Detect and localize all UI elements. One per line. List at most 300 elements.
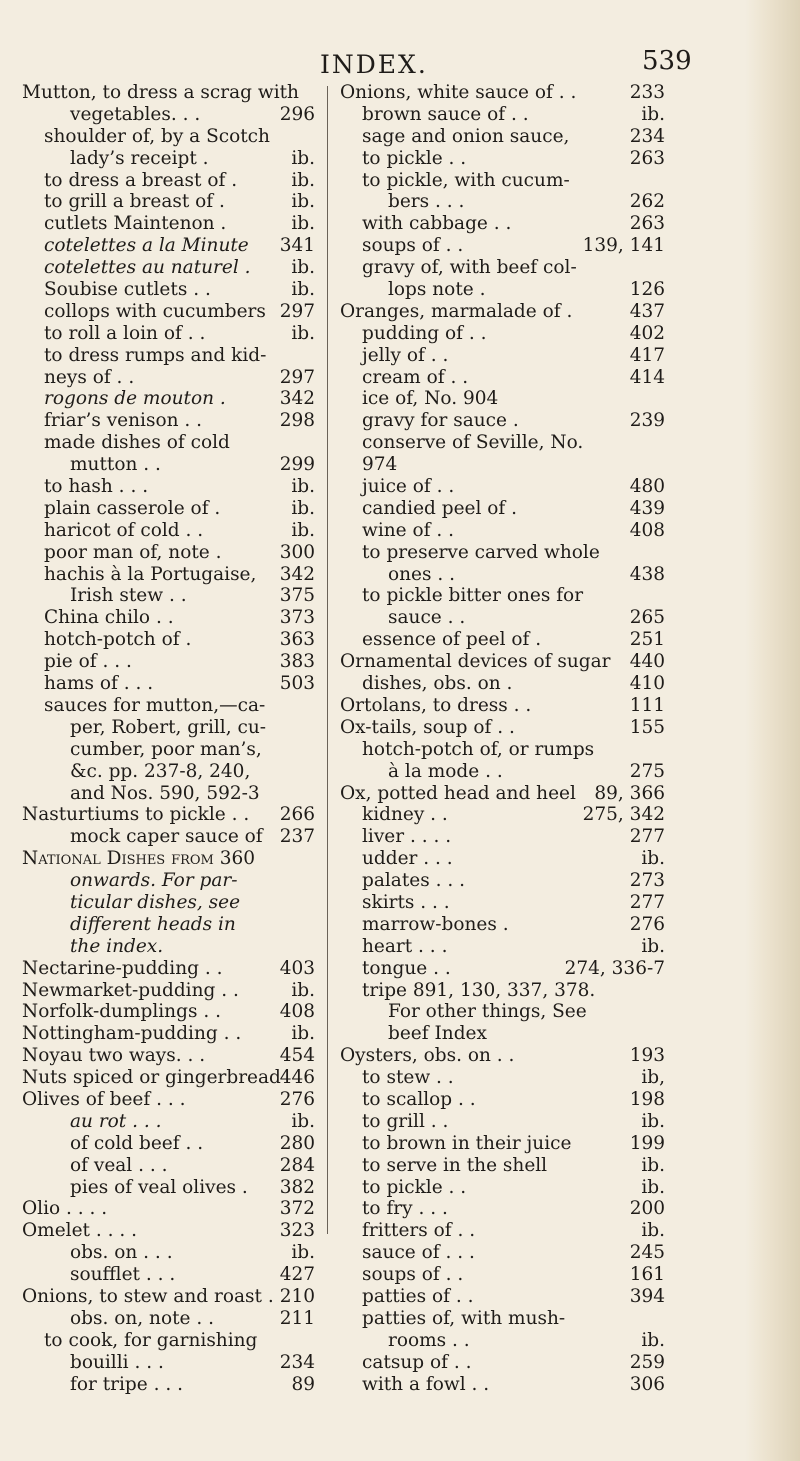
index-entry <box>340 1352 665 1374</box>
entry-text: liver . . . . <box>362 826 452 848</box>
column-divider <box>327 86 328 1234</box>
index-entry <box>22 191 315 213</box>
index-entry <box>22 1352 315 1374</box>
index-entry <box>340 870 665 892</box>
index-entry <box>340 235 665 257</box>
entry-page-ref: 280 <box>279 1132 315 1154</box>
index-entry <box>340 520 665 542</box>
entry-text: tripe 891, 130, 337, 378. <box>362 979 596 1001</box>
entry-text: rooms . . <box>388 1329 470 1351</box>
index-entry <box>340 148 665 170</box>
index-entry <box>340 367 665 389</box>
entry-text: Oranges, marmalade of . <box>340 300 573 322</box>
entry-text: ice of, No. 904 <box>362 388 499 410</box>
index-entry <box>22 1155 315 1177</box>
index-entry <box>340 673 665 695</box>
entry-text: to pickle bitter ones for <box>362 585 584 607</box>
entry-page-ref: 306 <box>629 1373 665 1395</box>
entry-text: to serve in the shell <box>362 1154 548 1176</box>
index-entry <box>340 1111 665 1133</box>
entry-page-ref: 439 <box>629 497 665 519</box>
entry-text: with cabbage . . <box>362 213 512 235</box>
entry-page-ref: 297 <box>279 366 315 388</box>
entry-text: of cold beef . . <box>70 1132 204 1154</box>
index-entry <box>340 476 665 498</box>
entry-text: cotelettes au naturel . <box>44 257 251 279</box>
entry-text: cutlets Maintenon . <box>44 213 227 235</box>
index-entry <box>22 388 315 410</box>
entry-text: lady’s receipt . <box>70 147 209 169</box>
index-entry <box>340 761 665 783</box>
index-entry <box>22 1220 315 1242</box>
entry-text: per, Robert, grill, cu- <box>70 716 266 738</box>
index-entry <box>22 585 315 607</box>
entry-page-ref: 277 <box>629 891 665 913</box>
entry-text: soups of . . <box>362 235 464 257</box>
entry-text: patties of, with mush- <box>362 1307 566 1329</box>
entry-text: udder . . . <box>362 848 453 870</box>
entry-text: gravy for sauce . <box>362 410 519 432</box>
index-entry <box>22 1330 315 1352</box>
entry-page-ref: ib. <box>641 1110 665 1132</box>
index-entry <box>22 848 315 870</box>
entry-text: cumber, poor man’s, <box>70 738 262 760</box>
entry-page-ref: ib. <box>641 1220 665 1242</box>
index-entry <box>22 323 315 345</box>
entry-page-ref: 342 <box>279 388 315 410</box>
index-entry <box>340 410 665 432</box>
entry-text: friar’s venison . . <box>44 410 203 432</box>
index-entry <box>340 1220 665 1242</box>
index-entry <box>340 629 665 651</box>
entry-page-ref: 234 <box>279 1351 315 1373</box>
entry-text: lops note . <box>388 279 486 301</box>
entry-text: different heads in <box>70 913 236 935</box>
index-entry <box>22 257 315 279</box>
entry-text: plain casserole of . <box>44 497 221 519</box>
entry-text: kidney . . <box>362 804 448 826</box>
index-entry <box>22 826 315 848</box>
entry-text: sauces for mutton,—ca- <box>44 694 266 716</box>
index-entry <box>340 1045 665 1067</box>
entry-text: palates . . . <box>362 870 465 892</box>
entry-page-ref: ib. <box>291 519 315 541</box>
index-entry <box>22 432 315 454</box>
index-entry <box>22 1067 315 1089</box>
index-entry <box>340 695 665 717</box>
entry-page-ref: 199 <box>629 1132 665 1154</box>
entry-text: Ox, potted head and heel <box>340 782 576 804</box>
index-entry <box>22 82 315 104</box>
entry-text: sauce of . . . <box>362 1242 475 1264</box>
entry-text: made dishes of cold <box>44 432 230 454</box>
entry-page-ref: 275 <box>629 760 665 782</box>
entry-text: marrow-bones . <box>362 913 509 935</box>
index-entry <box>340 454 665 476</box>
entry-page-ref: 263 <box>629 147 665 169</box>
index-entry <box>22 870 315 892</box>
entry-text: conserve of Seville, No. <box>362 432 584 454</box>
entry-page-ref: ib. <box>291 257 315 279</box>
index-entry <box>22 980 315 1002</box>
index-entry <box>22 213 315 235</box>
entry-text: sauce . . <box>388 607 466 629</box>
entry-text: candied peel of . <box>362 497 518 519</box>
entry-page-ref: 403 <box>279 957 315 979</box>
entry-text: brown sauce of . . <box>362 103 529 125</box>
entry-text: to brown in their juice <box>362 1132 572 1154</box>
index-entry <box>340 1067 665 1089</box>
index-entry <box>22 410 315 432</box>
entry-text: to grill . . <box>362 1110 449 1132</box>
index-entry <box>22 367 315 389</box>
entry-page-ref: 139, 141 <box>582 235 665 257</box>
entry-page-ref: 193 <box>629 1045 665 1067</box>
entry-page-ref: 480 <box>629 476 665 498</box>
entry-page-ref: 200 <box>629 1198 665 1220</box>
right-index-column <box>340 82 665 1395</box>
entry-text: ones . . <box>388 563 456 585</box>
entry-text: Ornamental devices of sugar <box>340 651 611 673</box>
index-entry <box>22 914 315 936</box>
entry-page-ref: 89, 366 <box>594 782 665 804</box>
entry-page-ref: 251 <box>629 629 665 651</box>
entry-text: Onions, white sauce of . . <box>340 82 577 103</box>
entry-page-ref: 402 <box>629 322 665 344</box>
entry-page-ref: 237 <box>279 826 315 848</box>
index-entry <box>340 213 665 235</box>
entry-page-ref: 198 <box>629 1088 665 1110</box>
entry-text: to preserve carved whole <box>362 541 600 563</box>
index-entry <box>340 1264 665 1286</box>
entry-page-ref: 363 <box>279 629 315 651</box>
entry-text: of veal . . . <box>70 1154 168 1176</box>
entry-text: pie of . . . <box>44 651 132 673</box>
entry-page-ref: 394 <box>629 1285 665 1307</box>
entry-text: fritters of . . <box>362 1220 476 1242</box>
entry-page-ref: 375 <box>279 585 315 607</box>
entry-text: obs. on, note . . <box>70 1307 215 1329</box>
entry-page-ref: 437 <box>629 300 665 322</box>
entry-page-ref: 273 <box>629 870 665 892</box>
entry-text: the index. <box>70 935 164 957</box>
entry-page-ref: 410 <box>629 673 665 695</box>
left-index-column <box>22 82 315 1395</box>
entry-page-ref: 454 <box>279 1045 315 1067</box>
index-entry <box>340 1089 665 1111</box>
index-entry <box>22 958 315 980</box>
index-entry <box>22 345 315 367</box>
entry-text: à la mode . . <box>388 760 503 782</box>
entry-page-ref: 427 <box>279 1264 315 1286</box>
index-entry <box>340 82 665 104</box>
entry-text: cream of . . <box>362 366 469 388</box>
entry-text: with a fowl . . <box>362 1373 490 1395</box>
entry-text: pies of veal olives . <box>70 1176 248 1198</box>
index-entry <box>22 1374 315 1396</box>
index-entry <box>22 1133 315 1155</box>
index-entry <box>340 1330 665 1352</box>
index-entry <box>340 323 665 345</box>
index-entry <box>340 126 665 148</box>
entry-text: to dress rumps and kid- <box>44 344 267 366</box>
index-entry <box>340 1155 665 1177</box>
index-entry <box>22 104 315 126</box>
entry-page-ref: 300 <box>279 541 315 563</box>
entry-page-ref: ib. <box>291 279 315 301</box>
entry-text: sage and onion sauce, <box>362 125 570 147</box>
index-entry <box>340 388 665 410</box>
entry-text: Mutton, to dress a scrag with <box>22 82 299 103</box>
index-entry <box>340 936 665 958</box>
entry-page-ref: 233 <box>629 82 665 103</box>
index-entry <box>340 914 665 936</box>
index-entry <box>22 936 315 958</box>
index-entry <box>22 1242 315 1264</box>
entry-page-ref: 446 <box>279 1067 315 1089</box>
index-entry <box>340 739 665 761</box>
index-entry <box>22 739 315 761</box>
index-entry <box>340 804 665 826</box>
entry-page-ref: 155 <box>629 716 665 738</box>
entry-page-ref: 383 <box>279 651 315 673</box>
entry-text: au rot . . . <box>70 1110 162 1132</box>
entry-page-ref: 373 <box>279 607 315 629</box>
index-entry <box>22 170 315 192</box>
entry-text: China chilo . . <box>44 607 174 629</box>
entry-text: collops with cucumbers <box>44 300 266 322</box>
entry-page-ref: ib. <box>641 1329 665 1351</box>
entry-page-ref: ib. <box>641 848 665 870</box>
index-entry <box>22 1001 315 1023</box>
index-entry <box>22 126 315 148</box>
index-entry <box>340 257 665 279</box>
entry-page-ref: 341 <box>279 235 315 257</box>
index-entry <box>340 980 665 1002</box>
index-entry <box>22 695 315 717</box>
entry-page-ref: 161 <box>629 1264 665 1286</box>
entry-page-ref: ib. <box>641 1176 665 1198</box>
entry-page-ref: ib. <box>641 1154 665 1176</box>
entry-text: Omelet . . . . <box>22 1220 138 1242</box>
entry-page-ref: 211 <box>279 1307 315 1329</box>
entry-page-ref: ib. <box>291 169 315 191</box>
index-entry <box>22 1177 315 1199</box>
entry-page-ref: ib. <box>291 147 315 169</box>
entry-page-ref: 323 <box>279 1220 315 1242</box>
index-entry <box>340 1001 665 1023</box>
entry-page-ref: ib. <box>291 213 315 235</box>
entry-text: to hash . . . <box>44 476 149 498</box>
index-entry <box>340 191 665 213</box>
entry-text: tongue . . <box>362 957 451 979</box>
index-entry <box>340 542 665 564</box>
entry-text: pudding of . . <box>362 322 487 344</box>
entry-page-ref: 342 <box>279 563 315 585</box>
entry-page-ref: 297 <box>279 300 315 322</box>
entry-text: Nottingham-pudding . . <box>22 1023 242 1045</box>
entry-text: Oysters, obs. on . . <box>340 1045 515 1067</box>
entry-text: for tripe . . . <box>70 1373 183 1395</box>
entry-page-ref: ib. <box>291 979 315 1001</box>
entry-text: wine of . . <box>362 519 455 541</box>
entry-page-ref: 245 <box>629 1242 665 1264</box>
entry-text: poor man of, note . <box>44 541 222 563</box>
entry-page-ref: 274, 336-7 <box>564 957 665 979</box>
entry-page-ref: 111 <box>629 694 665 716</box>
entry-text: to roll a loin of . . <box>44 322 206 344</box>
entry-page-ref: 234 <box>629 125 665 147</box>
entry-text: Olio . . . . <box>22 1198 108 1220</box>
entry-text: obs. on . . . <box>70 1242 173 1264</box>
index-entry <box>22 542 315 564</box>
index-entry <box>22 1198 315 1220</box>
index-entry <box>340 170 665 192</box>
index-entry <box>340 1242 665 1264</box>
entry-text: hams of . . . <box>44 673 154 695</box>
entry-text: neys of . . <box>44 366 135 388</box>
entry-page-ref: 408 <box>629 519 665 541</box>
index-entry <box>22 717 315 739</box>
entry-page-ref: ib. <box>291 191 315 213</box>
entry-page-ref: 408 <box>279 1001 315 1023</box>
index-entry <box>22 148 315 170</box>
entry-page-ref: ib. <box>291 1242 315 1264</box>
entry-text: to stew . . <box>362 1067 454 1089</box>
entry-page-ref: ib. <box>291 476 315 498</box>
entry-page-ref: ib. <box>291 497 315 519</box>
entry-page-ref: 296 <box>279 103 315 125</box>
entry-page-ref: 417 <box>629 344 665 366</box>
index-entry <box>340 345 665 367</box>
entry-text: to pickle . . <box>362 147 467 169</box>
entry-page-ref: 414 <box>629 366 665 388</box>
index-entry <box>22 1308 315 1330</box>
entry-page-ref: 210 <box>279 1285 315 1307</box>
entry-text: Ox-tails, soup of . . <box>340 716 515 738</box>
index-entry <box>22 476 315 498</box>
entry-text: skirts . . . <box>362 891 450 913</box>
entry-text: Onions, to stew and roast . <box>22 1285 274 1307</box>
entry-text: For other things, See <box>388 1001 587 1023</box>
entry-page-ref: 276 <box>629 913 665 935</box>
index-entry <box>340 892 665 914</box>
index-entry <box>22 564 315 586</box>
index-entry <box>22 1264 315 1286</box>
index-entry <box>22 629 315 651</box>
index-entry <box>340 783 665 805</box>
index-entry <box>340 104 665 126</box>
entry-page-ref: 262 <box>629 191 665 213</box>
index-entry <box>22 301 315 323</box>
entry-text: and Nos. 590, 592-3 <box>70 782 260 804</box>
entry-text: ticular dishes, see <box>70 891 241 913</box>
entry-text: soups of . . <box>362 1264 464 1286</box>
entry-text: Irish stew . . <box>70 585 187 607</box>
entry-text: Newmarket-pudding . . <box>22 979 239 1001</box>
entry-text: hachis à la Portugaise, <box>44 563 257 585</box>
entry-page-ref: ib, <box>641 1067 665 1089</box>
entry-text: vegetables. . . <box>70 103 201 125</box>
index-entry <box>22 1111 315 1133</box>
entry-text: to grill a breast of . <box>44 191 225 213</box>
index-entry <box>22 607 315 629</box>
entry-text: hotch-potch of . <box>44 629 192 651</box>
index-entry <box>22 892 315 914</box>
entry-text: Norfolk-dumplings . . <box>22 1001 221 1023</box>
entry-page-ref: 382 <box>279 1176 315 1198</box>
entry-text: Nuts spiced or gingerbread <box>22 1067 281 1089</box>
index-entry <box>340 651 665 673</box>
entry-page-ref: 438 <box>629 563 665 585</box>
page-edge-shadow <box>745 0 800 1461</box>
entry-text: rogons de mouton . <box>44 388 226 410</box>
entry-text: to pickle . . <box>362 1176 467 1198</box>
entry-text: &c. pp. 237-8, 240, <box>70 760 251 782</box>
entry-text: hotch-potch of, or rumps <box>362 738 595 760</box>
index-entry <box>340 958 665 980</box>
index-entry <box>340 826 665 848</box>
index-entry <box>22 761 315 783</box>
entry-page-ref: 440 <box>629 651 665 673</box>
page-title: INDEX. <box>320 50 428 79</box>
index-entry <box>22 804 315 826</box>
entry-text: cotelettes a la Minute <box>44 235 249 257</box>
entry-page-ref: 276 <box>279 1088 315 1110</box>
entry-text: catsup of . . <box>362 1351 472 1373</box>
index-entry <box>22 673 315 695</box>
entry-page-ref: 284 <box>279 1154 315 1176</box>
index-entry <box>340 1177 665 1199</box>
entry-page-ref: 275, 342 <box>582 804 665 826</box>
entry-text: Olives of beef . . . <box>22 1088 186 1110</box>
index-entry <box>340 1198 665 1220</box>
entry-page-ref: 259 <box>629 1351 665 1373</box>
entry-text: to cook, for garnishing <box>44 1329 258 1351</box>
index-entry <box>22 454 315 476</box>
entry-text: Ortolans, to dress . . <box>340 694 532 716</box>
index-entry <box>22 1045 315 1067</box>
entry-text: dishes, obs. on . <box>362 673 513 695</box>
index-entry <box>22 520 315 542</box>
entry-page-ref: 503 <box>279 673 315 695</box>
index-entry <box>340 1286 665 1308</box>
index-entry <box>22 1286 315 1308</box>
entry-text: to pickle, with cucum- <box>362 169 570 191</box>
index-entry <box>22 235 315 257</box>
entry-text: jelly of . . <box>362 344 449 366</box>
entry-text: haricot of cold . . <box>44 519 204 541</box>
entry-text: patties of . . <box>362 1285 474 1307</box>
entry-page-ref: 89 <box>291 1373 315 1395</box>
index-entry <box>340 301 665 323</box>
entry-text: to fry . . . <box>362 1198 448 1220</box>
entry-text: juice of . . <box>362 476 455 498</box>
index-entry <box>340 1308 665 1330</box>
page-number: 539 <box>642 46 692 76</box>
entry-text: National Dishes from 360 <box>22 848 256 870</box>
entry-text: essence of peel of . <box>362 629 542 651</box>
entry-text: shoulder of, by a Scotch <box>44 125 270 147</box>
index-entry <box>340 607 665 629</box>
entry-text: onwards. For par- <box>70 870 238 892</box>
index-entry <box>340 498 665 520</box>
entry-page-ref: 263 <box>629 213 665 235</box>
entry-page-ref: 266 <box>279 804 315 826</box>
entry-text: Noyau two ways. . . <box>22 1045 206 1067</box>
index-entry <box>22 1089 315 1111</box>
index-entry <box>340 848 665 870</box>
